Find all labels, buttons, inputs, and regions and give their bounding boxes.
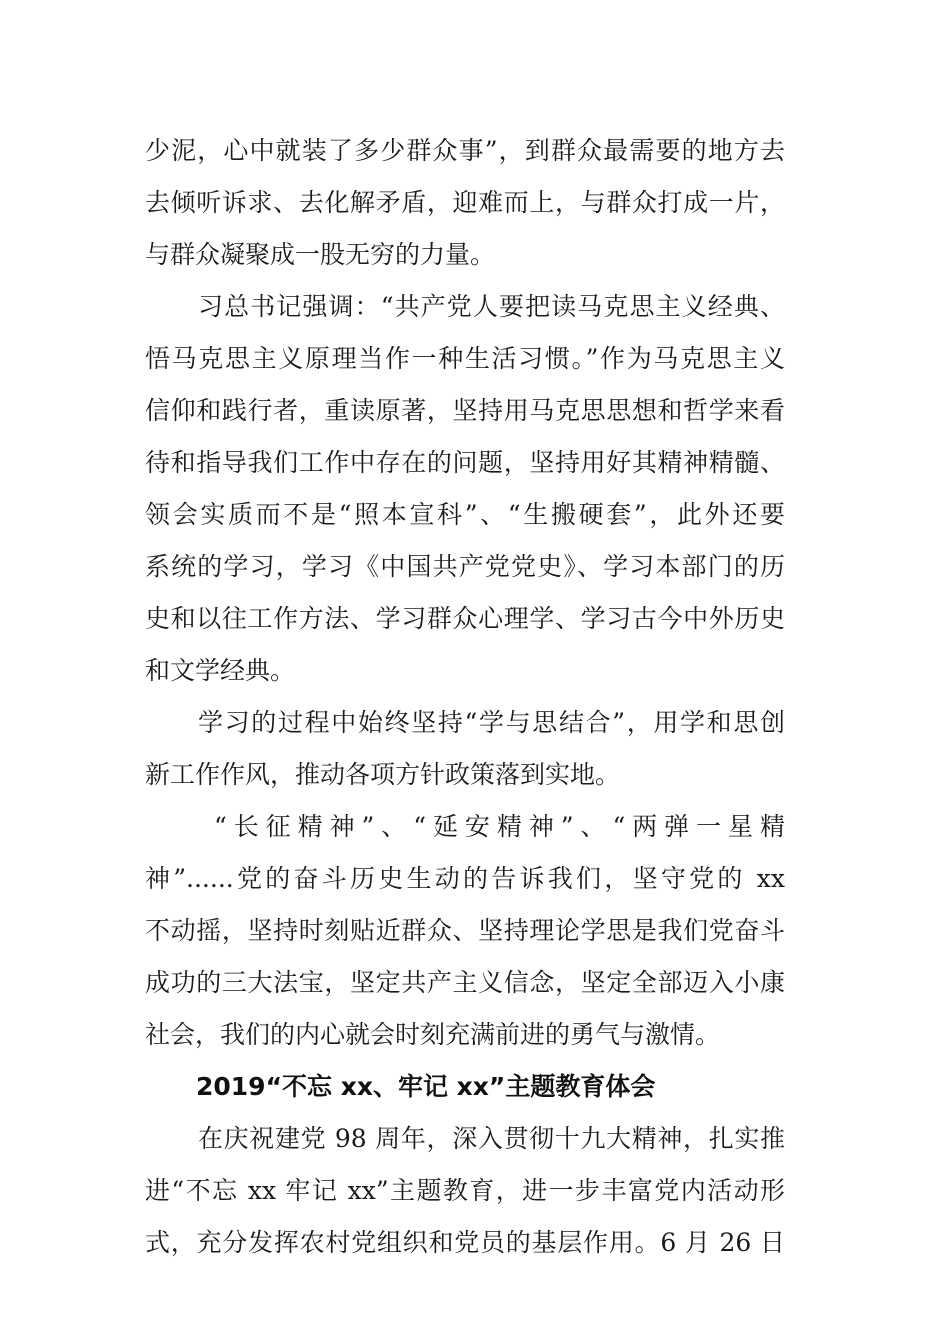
paragraph-1-line-1: 少泥，心中就装了多少群众事”，到群众最需要的地方去 bbox=[145, 136, 785, 165]
paragraph-4-line-3: 不动摇，坚持时刻贴近群众、坚持理论学思是我们党奋斗 bbox=[145, 916, 785, 945]
paragraph-4-line-2: 神”......党的奋斗历史生动的告诉我们，坚守党的 xx bbox=[145, 864, 785, 893]
paragraph-3-line-1: 学习的过程中始终坚持“学与思结合”，用学和思创 bbox=[198, 708, 785, 737]
paragraph-1-line-2: 去倾听诉求、去化解矛盾，迎难而上，与群众打成一片， bbox=[145, 188, 785, 217]
paragraph-3-line-2: 新工作作风，推动各项方针政策落到实地。 bbox=[145, 760, 621, 789]
paragraph-4-line-4: 成功的三大法宝，坚定共产主义信念，坚定全部迈入小康 bbox=[145, 968, 785, 997]
paragraph-2-line-2: 悟马克思主义原理当作一种生活习惯。”作为马克思主义 bbox=[145, 344, 785, 373]
paragraph-2-line-3: 信仰和践行者，重读原著，坚持用马克思思想和哲学来看 bbox=[145, 396, 785, 425]
paragraph-2-line-7: 史和以往工作方法、学习群众心理学、学习古今中外历史 bbox=[145, 604, 785, 633]
paragraph-5-line-3: 式，充分发挥农村党组织和党员的基层作用。6 月 26 日 bbox=[145, 1228, 785, 1257]
paragraph-2-line-8: 和文学经典。 bbox=[145, 656, 296, 685]
paragraph-2-line-1: 习总书记强调：“共产党人要把读马克思主义经典、 bbox=[198, 292, 785, 321]
paragraph-2-line-5: 领会实质而不是“照本宣科”、“生搬硬套”，此外还要 bbox=[145, 500, 785, 529]
paragraph-4-line-5: 社会，我们的内心就会时刻充满前进的勇气与激情。 bbox=[145, 1020, 721, 1049]
paragraph-5-line-2: 进“不忘 xx 牢记 xx”主题教育，进一步丰富党内活动形 bbox=[145, 1176, 785, 1205]
paragraph-2-line-6: 系统的学习，学习《中国共产党党史》、学习本部门的历 bbox=[145, 552, 785, 581]
paragraph-4-line-1: “长征精神”、“延安精神”、“两弹一星精 bbox=[214, 812, 785, 841]
paragraph-5-line-1: 在庆祝建党 98 周年，深入贯彻十九大精神，扎实推 bbox=[198, 1124, 785, 1153]
paragraph-2-line-4: 待和指导我们工作中存在的问题，坚持用好其精神精髓、 bbox=[145, 448, 785, 477]
paragraph-1-line-3: 与群众凝聚成一股无穷的力量。 bbox=[145, 240, 496, 269]
section-heading: 2019“不忘 xx、牢记 xx”主题教育体会 bbox=[196, 1072, 656, 1101]
